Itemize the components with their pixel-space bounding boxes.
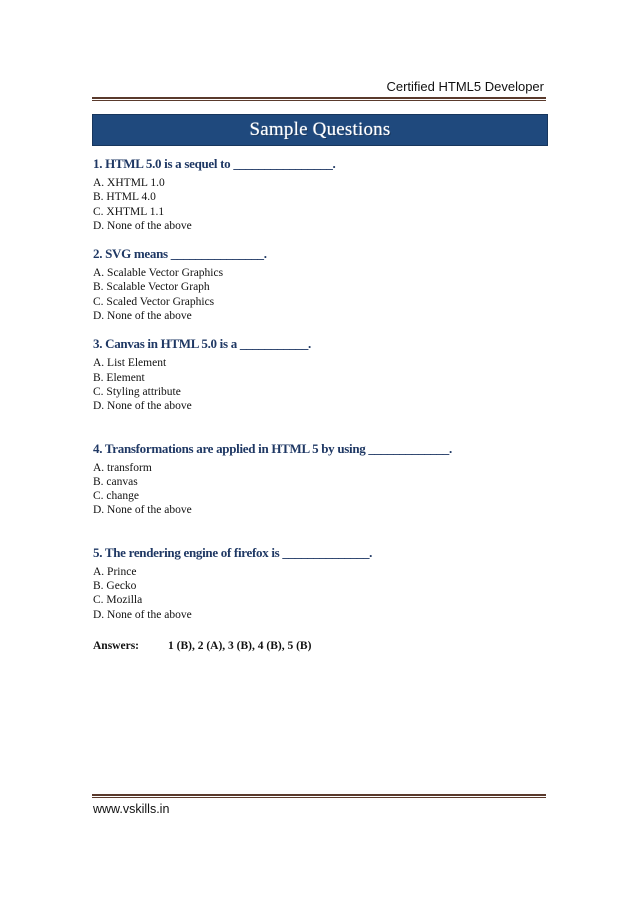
banner-title: Sample Questions	[249, 119, 391, 140]
footer-url: www.vskills.in	[93, 802, 170, 816]
option-1d: D. None of the above	[93, 219, 192, 232]
footer-divider	[92, 794, 546, 798]
option-4c: C. change	[93, 490, 139, 503]
question-text-2	[93, 245, 543, 262]
header-title: Certified HTML5 Developer	[386, 79, 544, 94]
question-number-1: 1.	[93, 156, 103, 171]
option-1a: A. XHTML 1.0	[93, 177, 165, 189]
question-prompt-5: The rendering engine of firefox is ______________.	[104, 544, 373, 560]
option-5b: B. Gecko	[93, 580, 137, 593]
header-divider	[92, 97, 546, 101]
question-number-2: 2.	[93, 246, 103, 262]
option-3c: C. Styling attribute	[93, 385, 181, 398]
question-number-3: 3.	[93, 336, 103, 352]
option-4b: B. canvas	[93, 475, 138, 488]
question-prompt-3: Canvas in HTML 5.0 is a ___________.	[105, 336, 312, 352]
question-text-5	[93, 544, 543, 561]
option-5d: D. None of the above	[93, 608, 192, 621]
question-prompt-1: HTML 5.0 is a sequel to ________________.	[105, 156, 336, 171]
option-4d: D. None of the above	[93, 504, 192, 517]
option-2b: B. Scalable Vector Graph	[93, 281, 210, 294]
option-3b: B. Element	[93, 371, 145, 384]
question-prompt-4: Transformations are applied in HTML 5 by using _____________.	[104, 440, 452, 456]
option-4a: A. transform	[93, 461, 152, 474]
option-2c: C. Scaled Vector Graphics	[93, 295, 215, 308]
section-banner	[92, 114, 548, 146]
option-1c: C. XHTML 1.1	[93, 205, 165, 218]
option-5a: A. Prince	[93, 565, 137, 578]
answers-value: 1 (B), 2 (A), 3 (B), 4 (B), 5 (B)	[168, 639, 312, 652]
question-text-3	[93, 335, 543, 352]
question-number-4: 4.	[93, 440, 103, 456]
question-text-4	[93, 440, 543, 457]
answers-line	[93, 640, 543, 652]
question-block-3	[93, 335, 543, 413]
option-3d: D. None of the above	[93, 400, 192, 413]
question-text-1	[93, 155, 543, 172]
option-1b: B. HTML 4.0	[93, 191, 156, 204]
question-prompt-2: SVG means _______________.	[105, 246, 267, 262]
question-block-1	[93, 155, 543, 233]
option-2d: D. None of the above	[93, 310, 192, 323]
question-number-5: 5.	[93, 544, 103, 560]
question-block-5	[93, 544, 543, 622]
answers-label: Answers:	[93, 639, 139, 652]
question-block-2	[93, 245, 543, 323]
option-2a: A. Scalable Vector Graphics	[93, 267, 224, 280]
option-5c: C. Mozilla	[93, 594, 143, 607]
option-3a: A. List Element	[93, 357, 167, 370]
questions-section	[93, 155, 543, 652]
question-block-4	[93, 440, 543, 518]
